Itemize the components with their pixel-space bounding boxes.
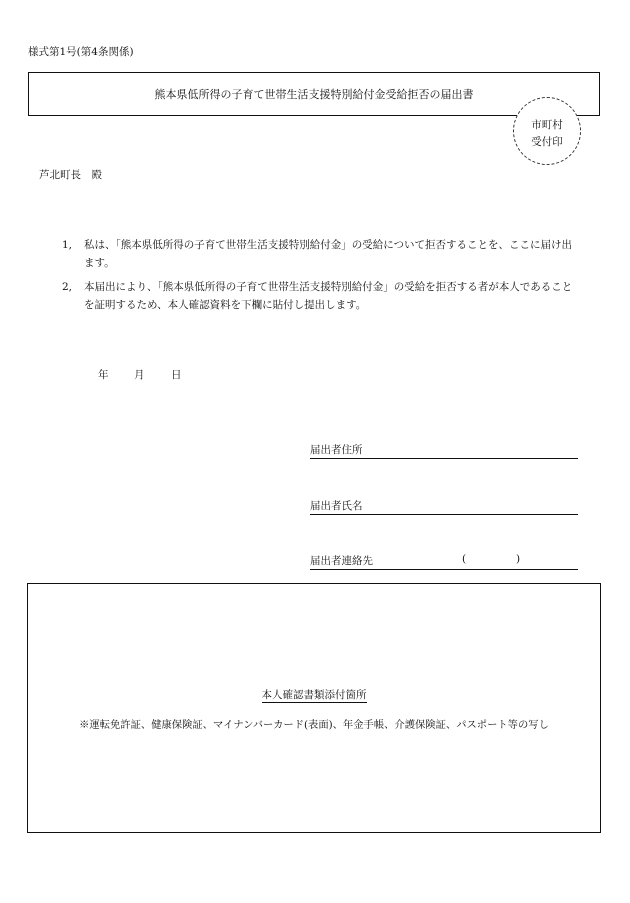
reception-stamp-area	[513, 97, 581, 165]
item-text: 私は、「熊本県低所得の子育て世帯生活支援特別給付金」の受給について拒否することを、ここに届け出ます。	[84, 239, 573, 269]
statement-item-2	[62, 278, 582, 314]
name-field[interactable]	[310, 498, 578, 515]
item-text: 本届出により、「熊本県低所得の子育て世帯生活支援特別給付金」の受給を拒否する者が本人であることを証明するため、本人確認資料を下欄に貼付し提出します。	[84, 281, 573, 311]
document-title: 熊本県低所得の子育て世帯生活支援特別給付金受給拒否の届出書	[154, 88, 474, 101]
address-label: 届出者住所	[310, 444, 363, 456]
date-day-label: 日	[171, 369, 182, 381]
addressee: 芦北町長 殿	[39, 169, 102, 181]
date-month-label: 月	[134, 369, 145, 381]
item-number: 1,	[62, 239, 73, 251]
paren-open: (	[462, 553, 467, 565]
id-section-title-row	[28, 687, 600, 702]
stamp-label-reception: 受付印	[531, 136, 563, 148]
statement-item-1	[62, 236, 582, 272]
contact-field[interactable]	[310, 553, 578, 570]
id-document-attachment-area	[27, 583, 601, 833]
form-number: 様式第1号(第4条関係)	[28, 46, 134, 58]
name-label: 届出者氏名	[310, 500, 363, 512]
stamp-label-municipality: 市町村	[531, 119, 563, 131]
contact-label: 届出者連絡先	[310, 555, 373, 567]
id-section-title: 本人確認書類添付箇所	[261, 689, 367, 701]
document-title-box	[28, 72, 600, 116]
item-number: 2,	[62, 281, 73, 293]
id-section-note: ※運転免許証、健康保険証、マイナンバーカード(表面)、年金手帳、介護保険証、パスポート等の写し	[79, 719, 549, 731]
address-field[interactable]	[310, 442, 578, 459]
date-year-label: 年	[98, 369, 109, 381]
paren-close: )	[516, 553, 521, 565]
